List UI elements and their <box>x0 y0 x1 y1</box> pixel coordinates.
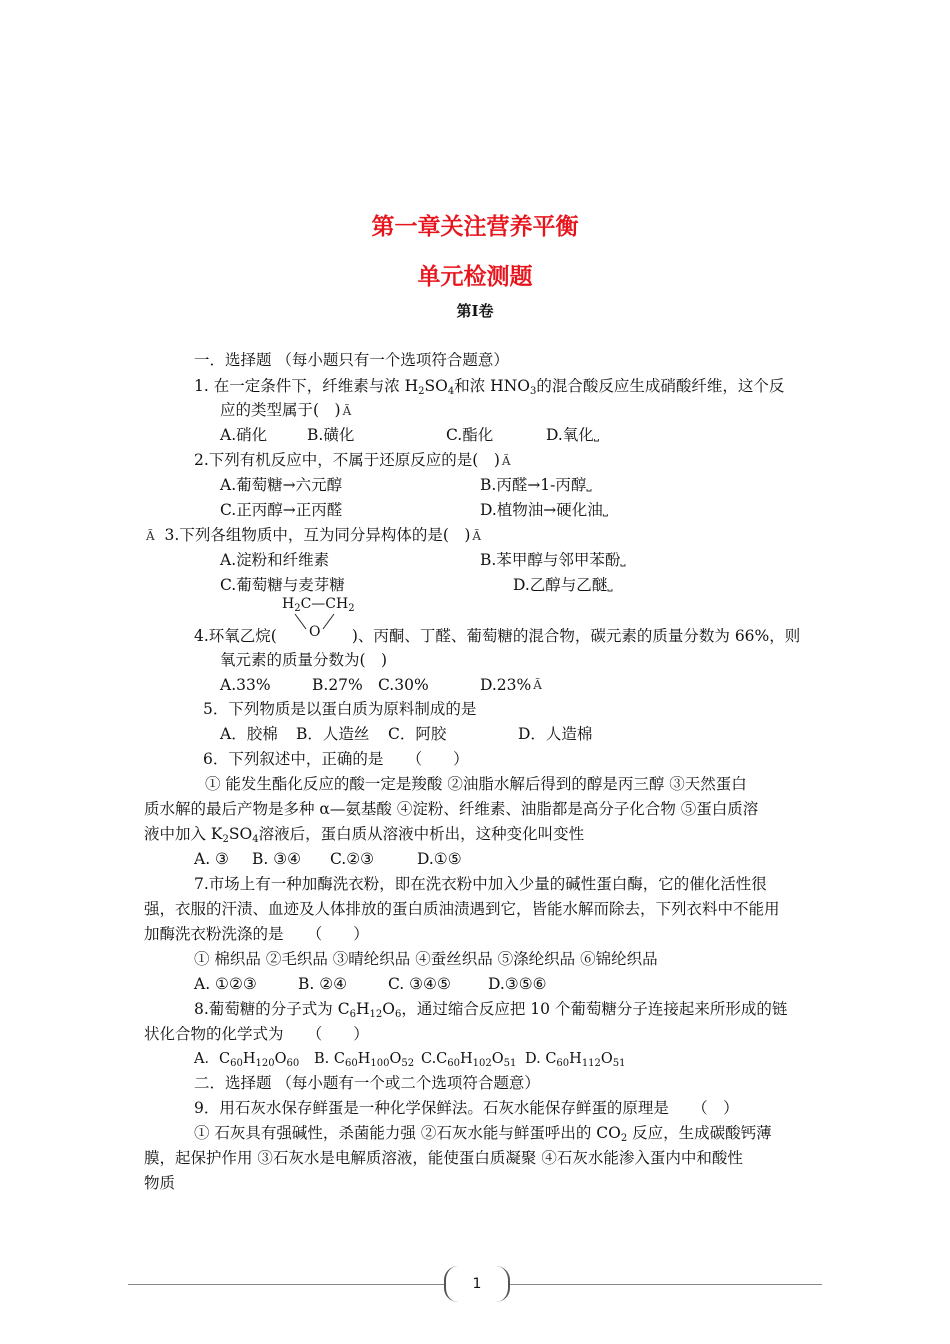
option[interactable]: D.①⑤ <box>417 850 462 868</box>
structure-oxygen: O <box>309 624 321 640</box>
option[interactable]: A.33% <box>220 676 271 694</box>
option[interactable]: A. ③ <box>194 850 229 868</box>
option[interactable]: D. $C_{60}H_{112}O_{51}$ <box>525 1051 626 1069</box>
option[interactable]: A.硝化 <box>220 426 268 444</box>
option[interactable]: A.淀粉和纤维素 <box>220 551 330 569</box>
option[interactable]: A．$C_{60}H_{120}O_{60}$ <box>194 1051 300 1069</box>
option[interactable]: C.30% <box>378 676 429 694</box>
question-4-stem-line2: 氧元素的质量分数为( ) <box>220 651 388 669</box>
option[interactable]: B. $C_{60}H_{100}O_{52}$ <box>314 1051 415 1069</box>
question-4-stem: 4.环氧乙烷( )、丙酮、丁醛、葡萄糖的混合物，碳元素的质量分数为 66%，则 <box>194 627 801 645</box>
page-subtitle: 单元检测题 <box>417 264 533 290</box>
option[interactable]: D.植物油→硬化油 ⎵ <box>480 501 608 519</box>
question-9-line3: 物质 <box>144 1174 176 1192</box>
option[interactable]: B．人造丝 <box>296 725 370 743</box>
option[interactable]: D．人造棉 <box>518 725 593 743</box>
volume-label: 第Ⅰ卷 <box>456 302 494 320</box>
footer-rule-right <box>504 1284 822 1285</box>
option[interactable]: D.③⑤⑥ <box>488 975 547 993</box>
option[interactable]: B. ②④ <box>298 975 348 993</box>
option[interactable]: B.27% <box>312 676 363 694</box>
option[interactable]: C. ③④⑤ <box>388 975 451 993</box>
question-3-stem: Ã 3.下列各组物质中，互为同分异构体的是( ) Ã <box>146 526 482 544</box>
question-5-stem: 5．下列物质是以蛋白质为原料制成的是 <box>203 700 477 718</box>
question-8-line2: 状化合物的化学式为 （ ） <box>144 1025 369 1043</box>
question-7-line2: 强，衣服的汗渍、血迹及人体排放的蛋白质油渍遇到它，皆能水解而除去，下列衣料中不能用 <box>144 900 780 918</box>
structure-top-label: $H_2C—CH_2$ <box>282 596 355 614</box>
option[interactable]: C.正丙醇→正丙醛 <box>220 501 343 519</box>
option[interactable]: C．阿胶 <box>388 725 447 743</box>
question-6-line3: 液中加入 $K_2SO_4$溶液后，蛋白质从溶液中析出，这种变化叫变性 <box>144 825 585 845</box>
option[interactable]: A. ①②③ <box>194 975 257 993</box>
option[interactable]: D.23% Ã <box>480 676 542 694</box>
question-9-stem: 9．用石灰水保存鲜蛋是一种化学保鲜法。石灰水能保存鲜蛋的原理是 （ ） <box>194 1099 739 1117</box>
question-7-line1: 7.市场上有一种加酶洗衣粉，即在洗衣粉中加入少量的碱性蛋白酶，它的催化活性很 <box>194 875 767 893</box>
question-1-stem: 1. 在一定条件下，纤维素与浓 $H_2SO_4$和浓 $HNO_3$的混合酸反应生成硝酸纤维，这个反 <box>194 377 785 397</box>
option[interactable]: $C.C_{60}H_{102}O_{51}$ <box>421 1051 517 1069</box>
question-8-line1: 8.葡萄糖的分子式为 $C_6H_{12}O_6$，通过缩合反应把 10 个葡萄糖分子连接起来所形成的链 <box>194 1000 788 1020</box>
question-6-line2: 质水解的最后产物是多种 α—氨基酸 ④淀粉、纤维素、油脂都是高分子化合物 ⑤蛋白质溶 <box>144 800 759 818</box>
question-6-stem: 6．下列叙述中，正确的是 （ ） <box>203 750 469 768</box>
question-7-line4: ① 棉织品 ②毛织品 ③晴纶织品 ④蚕丝织品 ⑤涤纶织品 ⑥锦纶织品 <box>194 950 658 968</box>
option[interactable]: B.丙醛→1-丙醇 ⎵ <box>480 476 592 494</box>
section-2-heading: 二．选择题 （每小题有一个或二个选项符合题意） <box>194 1074 540 1092</box>
page-title: 第一章关注营养平衡 <box>371 214 579 240</box>
option[interactable]: B.苯甲醇与邻甲苯酚 ⎵ <box>480 551 626 569</box>
section-1-heading: 一．选择题 （每小题只有一个选项符合题意） <box>194 351 509 369</box>
question-7-line3: 加酶洗衣粉洗涤的是 （ ） <box>144 925 369 943</box>
question-2-stem: 2.下列有机反应中，不属于还原反应的是( ) Ã <box>194 451 511 469</box>
question-9-line2: 膜，起保护作用 ③石灰水是电解质溶液，能使蛋白质凝聚 ④石灰水能渗入蛋内中和酸性 <box>144 1149 743 1167</box>
option[interactable]: B.磺化 <box>307 426 355 444</box>
option[interactable]: C.②③ <box>330 850 375 868</box>
question-6-line1: ① 能发生酯化反应的酸一定是羧酸 ②油脂水解后得到的醇是丙三醇 ③天然蛋白 <box>205 775 747 793</box>
option[interactable]: C.酯化 <box>446 426 494 444</box>
footer-rule-left <box>128 1284 446 1285</box>
option[interactable]: B. ③④ <box>252 850 302 868</box>
option[interactable]: A．胶棉 <box>220 725 278 743</box>
option[interactable]: D.氧化 ⎵ <box>546 426 600 444</box>
question-9-line1: ① 石灰具有强碱性，杀菌能力强 ②石灰水能与鲜蛋呼出的 $CO_2$ 反应，生成碳酸钙薄 <box>194 1124 772 1144</box>
option[interactable]: A.葡萄糖→六元醇 <box>220 476 343 494</box>
page-number: 1 <box>444 1266 510 1302</box>
option[interactable]: D.乙醇与乙醚 ⎵ <box>513 576 613 594</box>
question-1-stem-line2: 应的类型属于( ) Ã <box>220 401 352 419</box>
option[interactable]: C.葡萄糖与麦芽糖 <box>220 576 345 594</box>
